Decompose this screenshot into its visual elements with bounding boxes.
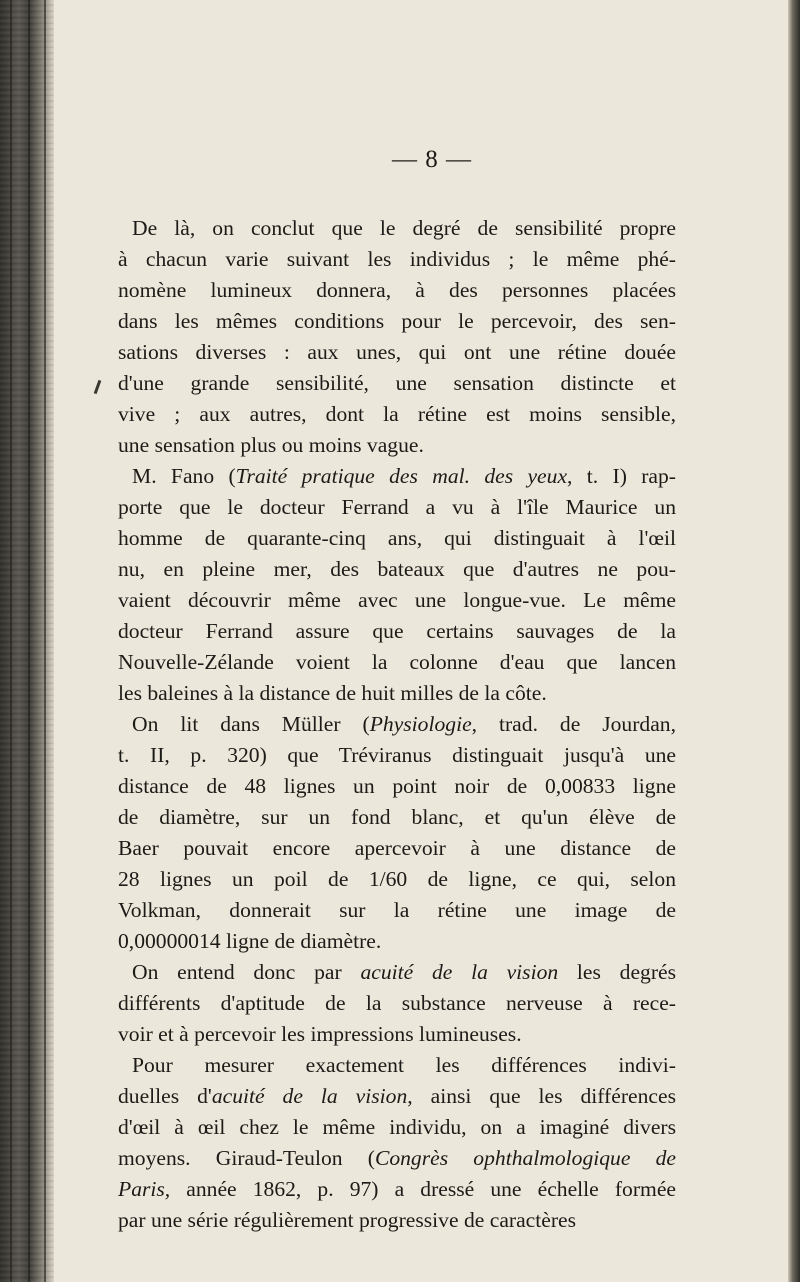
text-line: d'une grande sensibilité, une sensation distincte et bbox=[118, 371, 676, 395]
text-line: voir et à percevoir les impressions lumineuses. bbox=[118, 1022, 522, 1046]
binding-stitch-line bbox=[28, 0, 30, 1282]
text-line: par une série régulièrement progressive de caractères bbox=[118, 1208, 577, 1232]
text-line: nomène lumineux donnera, à des personnes placées bbox=[118, 278, 676, 302]
text-line: les baleines à la distance de huit milles de la côte. bbox=[118, 681, 547, 705]
text-line: dans les mêmes conditions pour le percevoir, des sen- bbox=[118, 309, 676, 333]
text-line: t. II, p. 320) que Tréviranus distinguait jusqu'à une bbox=[118, 743, 676, 767]
text-line: différents d'aptitude de la substance nerveuse à rece- bbox=[118, 991, 676, 1015]
text-line: vaient découvrir même avec une longue-vue. Le même bbox=[118, 588, 676, 612]
text-line: sations diverses : aux unes, qui ont une rétine douée bbox=[118, 340, 676, 364]
text-line: Baer pouvait encore apercevoir à une distance de bbox=[118, 836, 676, 860]
text-line: Paris, année 1862, p. 97) a dressé une échelle formée bbox=[118, 1177, 676, 1201]
text-line: 28 lignes un poil de 1/60 de ligne, ce qui, selon bbox=[118, 867, 676, 891]
text-line: distance de 48 lignes un point noir de 0,00833 ligne bbox=[118, 774, 676, 798]
text-line: 0,00000014 ligne de diamètre. bbox=[118, 929, 382, 953]
text-line: Nouvelle-Zélande voient la colonne d'eau que lancen bbox=[118, 650, 676, 674]
text-line: docteur Ferrand assure que certains sauvages de la bbox=[118, 619, 676, 643]
text-line: On lit dans Müller (Physiologie, trad. de Jourdan, bbox=[132, 712, 676, 736]
text-line: porte que le docteur Ferrand a vu à l'île Maurice un bbox=[118, 495, 676, 519]
text-line: homme de quarante-cinq ans, qui distinguait à l'œil bbox=[118, 526, 676, 550]
page-right-edge bbox=[788, 0, 800, 1282]
text-line: de diamètre, sur un fond blanc, et qu'un élève de bbox=[118, 805, 676, 829]
text-line: duelles d'acuité de la vision, ainsi que les différences bbox=[118, 1084, 676, 1108]
text-line: Volkman, donnerait sur la rétine une image de bbox=[118, 898, 676, 922]
binding-stitch-line bbox=[10, 0, 12, 1282]
text-line: moyens. Giraud-Teulon (Congrès ophthalmologique de bbox=[118, 1146, 677, 1170]
text-line: d'œil à œil chez le même individu, on a imaginé divers bbox=[118, 1115, 676, 1139]
binding-stitch-line bbox=[44, 0, 46, 1282]
ink-mark bbox=[94, 380, 102, 394]
text-line: vive ; aux autres, dont la rétine est moins sensible, bbox=[118, 402, 676, 426]
text-line: De là, on conclut que le degré de sensibilité propre bbox=[132, 216, 676, 240]
page-number: — 8 — bbox=[392, 146, 472, 173]
text-line: Pour mesurer exactement les différences indivi- bbox=[132, 1053, 676, 1077]
page-body-text bbox=[118, 213, 676, 1236]
text-line: à chacun varie suivant les individus ; le même phé- bbox=[118, 247, 676, 271]
text-line: une sensation plus ou moins vague. bbox=[118, 433, 424, 457]
text-line: M. Fano (Traité pratique des mal. des yeux, t. I) rap- bbox=[132, 464, 676, 488]
text-line: On entend donc par acuité de la vision les degrés bbox=[132, 960, 677, 984]
text-line: nu, en pleine mer, des bateaux que d'autres ne pou- bbox=[118, 557, 676, 581]
